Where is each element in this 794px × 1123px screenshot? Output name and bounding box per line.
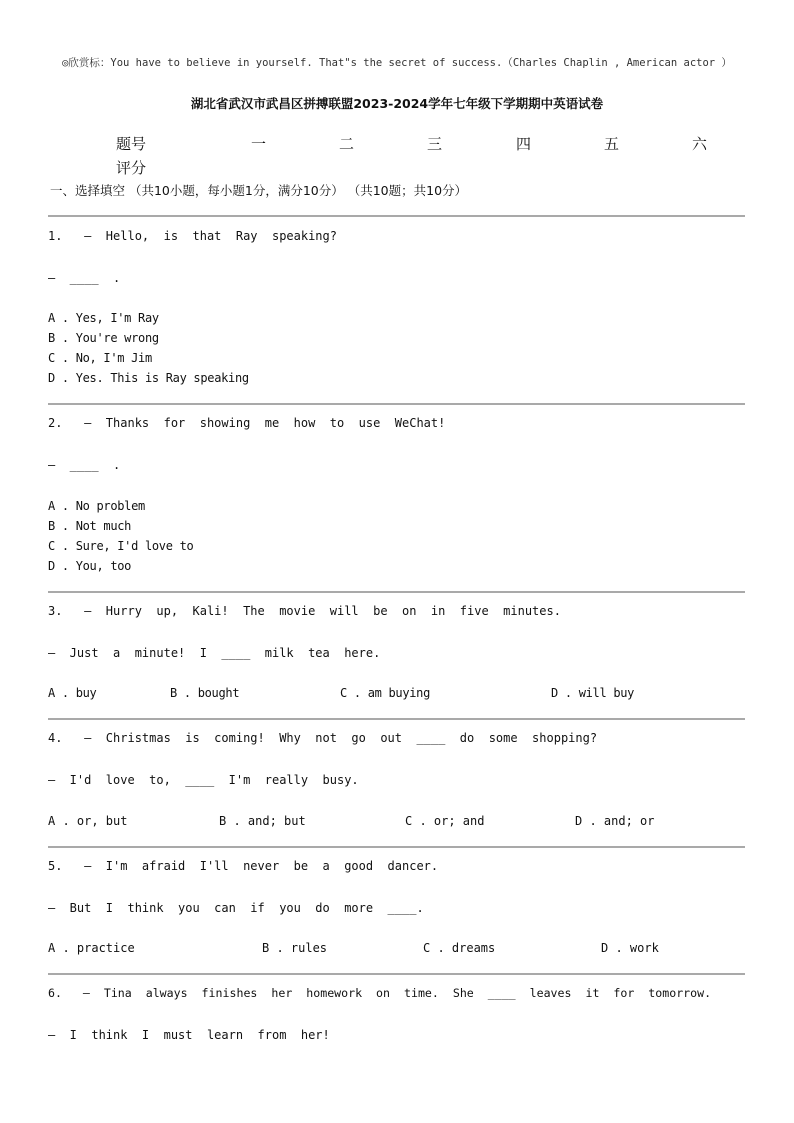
- option-d[interactable]: D . Yes. This is Ray speaking: [48, 371, 249, 385]
- option-c[interactable]: C . am buying: [340, 686, 431, 700]
- score-table-row-label: 题号: [116, 135, 147, 153]
- divider: [48, 403, 745, 405]
- question-prompt: 4. — Christmas is coming! Why not go out ____ do some shopping?: [48, 731, 598, 745]
- question-prompt: 2. — Thanks for showing me how to use WeChat!: [48, 416, 446, 430]
- divider: [48, 846, 745, 848]
- question-reply: — ____ .: [48, 271, 121, 285]
- score-table-col-5: 五: [604, 135, 620, 153]
- option-a[interactable]: A . practice: [48, 941, 135, 955]
- divider: [48, 973, 745, 975]
- score-table-col-2: 二: [339, 135, 355, 153]
- option-b[interactable]: B . Not much: [48, 519, 132, 533]
- option-a[interactable]: A . or, but: [48, 814, 128, 828]
- score-table-score-label: 评分: [116, 159, 147, 177]
- question-prompt: 3. — Hurry up, Kali! The movie will be on in five minutes.: [48, 604, 561, 618]
- score-table-col-6: 六: [692, 135, 708, 153]
- divider: [48, 591, 745, 593]
- question-prompt: 1. — Hello, is that Ray speaking?: [48, 229, 337, 243]
- divider: [48, 718, 745, 720]
- option-a[interactable]: A . No problem: [48, 499, 145, 513]
- header-quote: ◎欣赏标：You have to believe in yourself. That"s the secret of success.（Charles Chaplin , American actor ）: [62, 57, 732, 69]
- option-a[interactable]: A . buy: [48, 686, 97, 700]
- question-reply: — I think I must learn from her!: [48, 1028, 330, 1042]
- option-d[interactable]: D . work: [601, 941, 659, 955]
- option-c[interactable]: C . Sure, I'd love to: [48, 539, 194, 553]
- exam-title: 湖北省武汉市武昌区拼搏联盟2023-2024学年七年级下学期期中英语试卷: [190, 96, 604, 111]
- option-c[interactable]: C . or; and: [405, 814, 485, 828]
- score-table-col-3: 三: [427, 135, 443, 153]
- divider: [48, 215, 745, 217]
- question-reply: — Just a minute! I ____ milk tea here.: [48, 646, 381, 660]
- question-prompt: 6. — Tina always finishes her homework on time. She ____ leaves it for tomorrow.: [48, 986, 712, 1000]
- option-b[interactable]: B . You're wrong: [48, 331, 159, 345]
- question-reply: — But I think you can if you do more ____.: [48, 901, 424, 915]
- question-reply: — ____ .: [48, 458, 121, 472]
- option-b[interactable]: B . rules: [262, 941, 328, 955]
- option-d[interactable]: D . You, too: [48, 559, 132, 573]
- option-a[interactable]: A . Yes, I'm Ray: [48, 311, 159, 325]
- option-c[interactable]: C . dreams: [423, 941, 496, 955]
- score-table-col-1: 一: [251, 135, 267, 153]
- option-b[interactable]: B . and; but: [219, 814, 306, 828]
- question-prompt: 5. — I'm afraid I'll never be a good dancer.: [48, 859, 439, 873]
- option-d[interactable]: D . and; or: [575, 814, 655, 828]
- option-c[interactable]: C . No, I'm Jim: [48, 351, 152, 365]
- option-b[interactable]: B . bought: [170, 686, 240, 700]
- option-d[interactable]: D . will buy: [551, 686, 635, 700]
- section-title: 一、选择填空 （共10小题，每小题1分，满分10分） （共10题；共10分）: [50, 183, 468, 198]
- score-table-col-4: 四: [516, 135, 532, 153]
- question-reply: — I'd love to, ____ I'm really busy.: [48, 773, 359, 787]
